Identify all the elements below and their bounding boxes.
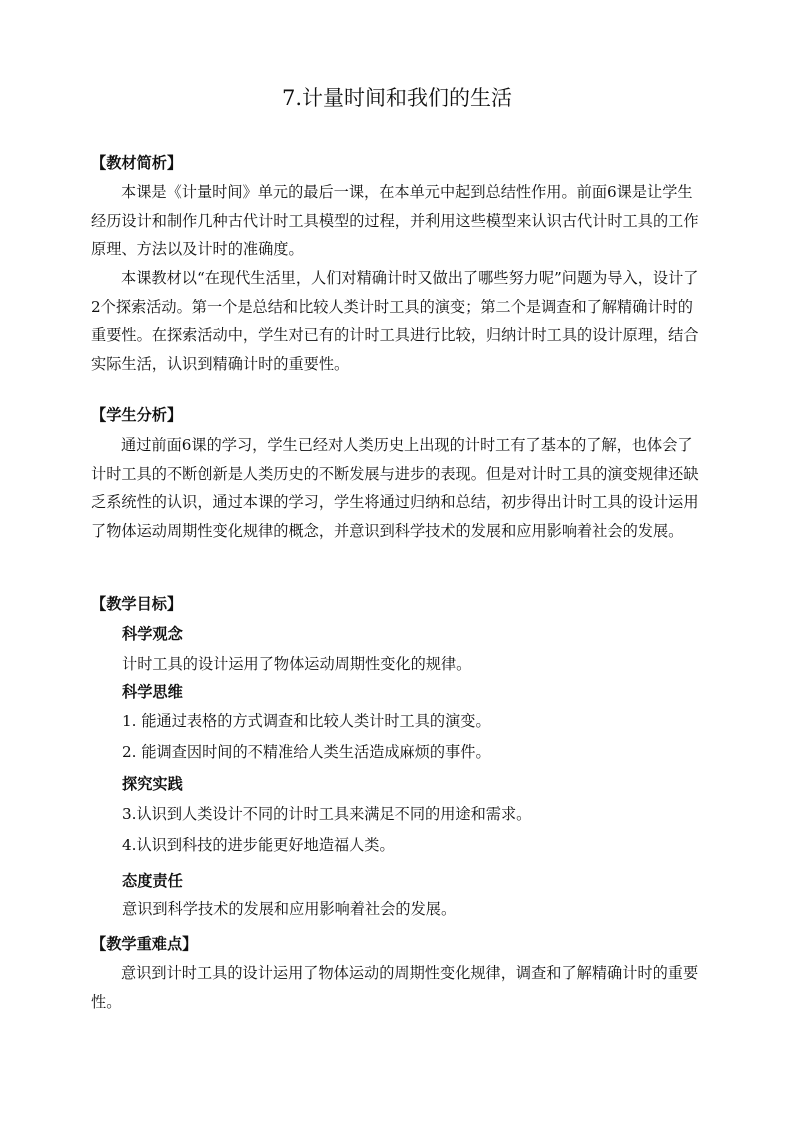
section-heading-key-points: 【教学重难点】	[91, 935, 198, 953]
concept-text: 计时工具的设计运用了物体运动周期性变化的规律。	[122, 655, 472, 673]
attitude-text: 意识到科学技术的发展和应用影响着社会的发展。	[122, 900, 457, 918]
thinking-item-2: 2. 能调查因时间的不精准给人类生活造成麻烦的事件。	[122, 743, 491, 761]
key-points-paragraph-1: 意识到计时工具的设计运用了物体运动的周期性变化规律，调查和了解精确计时的重要性。	[91, 964, 699, 1011]
subheading-attitude-responsibility: 态度责任	[122, 872, 183, 890]
section-heading-students: 【学生分析】	[91, 406, 183, 424]
analysis-paragraph-1: 本课是《计量时间》单元的最后一课，在本单元中起到总结性作用。前面6课是让学生经历设计和制作几种古代计时工具模型的过程，并利用这些模型来认识古代计时工具的工作原理、方法以及计时的准确度。	[91, 183, 699, 259]
section-heading-goals: 【教学目标】	[91, 595, 183, 613]
subheading-science-concept: 科学观念	[122, 625, 183, 643]
subheading-inquiry-practice: 探究实践	[122, 775, 183, 793]
analysis-paragraph-2: 本课教材以“在现代生活里，人们对精确计时又做出了哪些努力呢”问题为导入，设计了2个探索活动。第一个是总结和比较人类计时工具的演变；第二个是调查和了解精确计时的重要性。在探索活动中，学生对已有的计时工具进行比较，归纳计时工具的设计原理，结合实际生活，认识到精确计时的重要性。	[91, 269, 699, 373]
practice-item-4: 4.认识到科技的进步能更好地造福人类。	[122, 836, 395, 854]
page-title: 7.计量时间和我们的生活	[281, 86, 513, 110]
subheading-science-thinking: 科学思维	[122, 683, 183, 701]
thinking-item-1: 1. 能通过表格的方式调查和比较人类计时工具的演变。	[122, 712, 491, 730]
practice-item-3: 3.认识到人类设计不同的计时工具来满足不同的用途和需求。	[122, 805, 532, 823]
section-heading-analysis: 【教材简析】	[91, 154, 183, 172]
students-paragraph-1: 通过前面6课的学习，学生已经对人类历史上出现的计时工有了基本的了解，也体会了计时工具的不断创新是人类历史的不断发展与进步的表现。但是对计时工具的演变规律还缺乏系统性的认识，通过本课的学习，学生将通过归纳和总结，初步得出计时工具的设计运用了物体运动周期性变化规律的概念，并意识到科学技术的发展和应用影响着社会的发展。	[91, 436, 699, 540]
